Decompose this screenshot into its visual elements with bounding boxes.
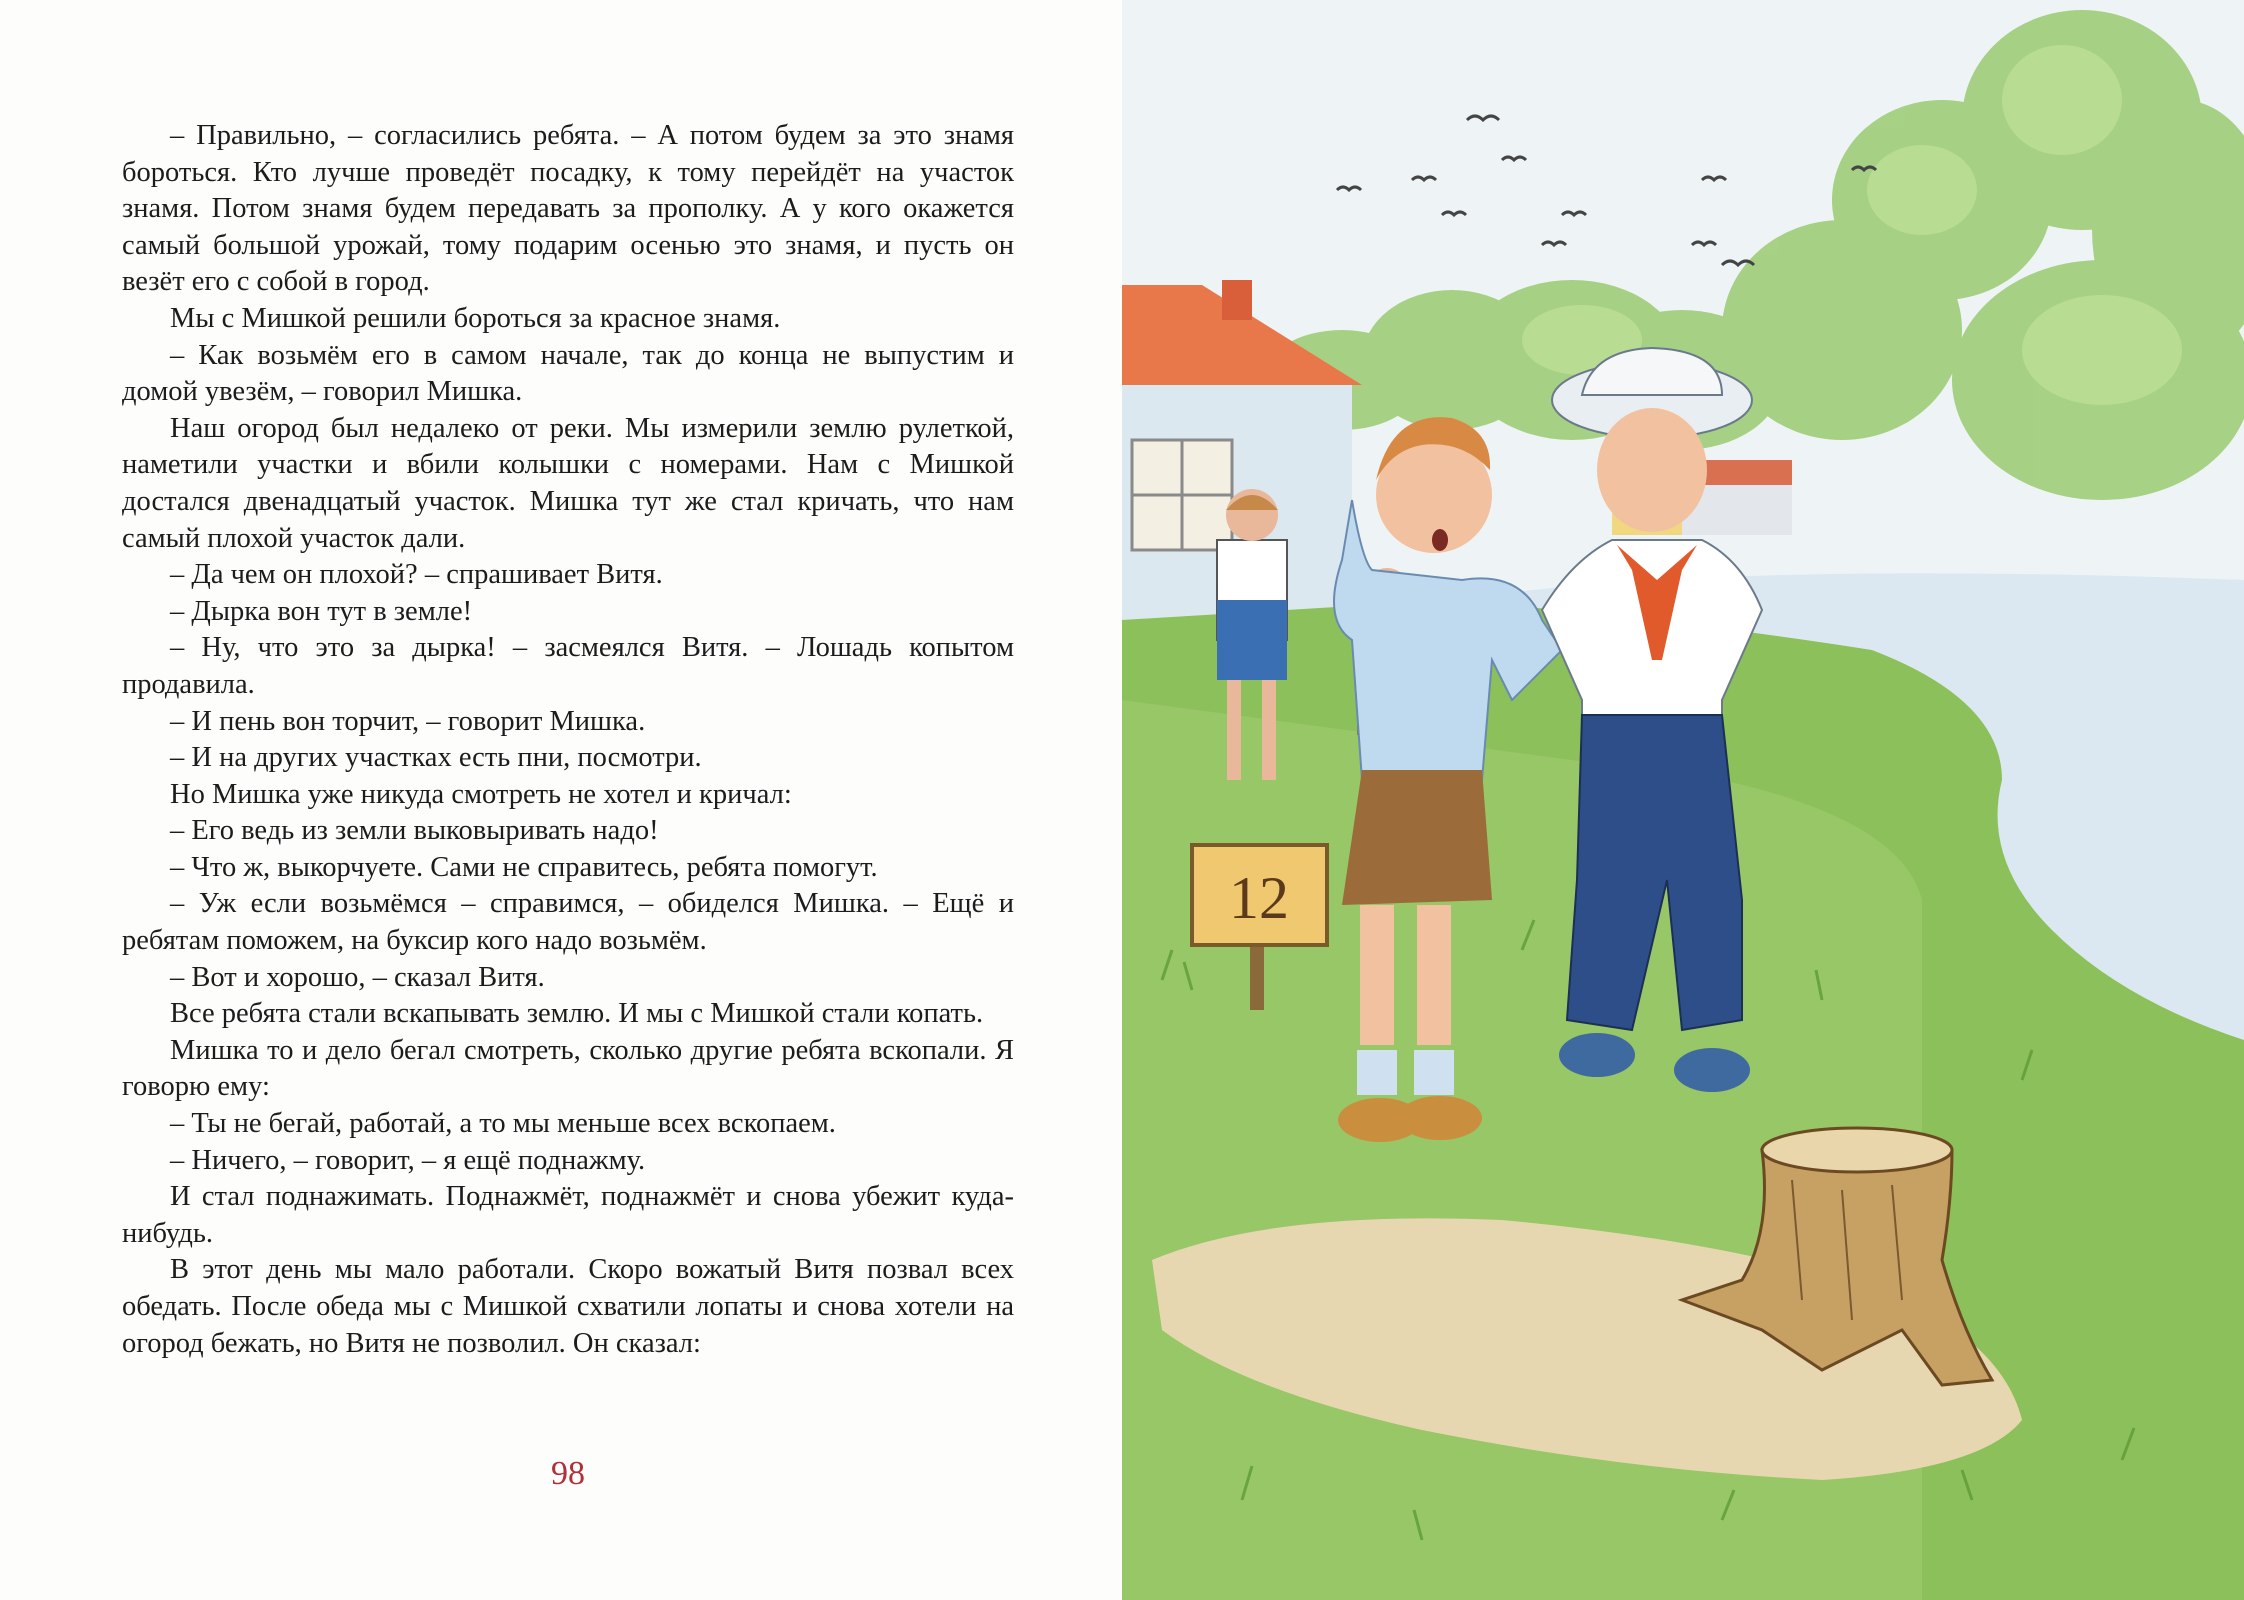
paragraph: И стал поднажимать. Поднажмёт, поднажмёт и снова убежит куда-нибудь. [122,1181,1014,1249]
page-number: 98 [551,1455,585,1492]
paragraph: Мишка то и дело бегал смотреть, сколько другие ребята вскопали. Я говорю ему: [122,1034,1014,1103]
paragraph: – И на других участках есть пни, посмотри. [170,742,702,774]
paragraph: – Ну, что это за дырка! – засмеялся Витя. – Лошадь копытом продавила. [122,632,1014,700]
paragraph: – Да чем он плохой? – спрашивает Витя. [170,559,663,591]
paragraph: – Правильно, – согласились ребята. – А потом будем за это знамя бороться. Кто лучше проведёт посадку, к тому перейдёт на участок знамя. Потом знамя будем передавать за прополку. А у кого окажется самый большой урожай, тому подарим осенью это знамя, и пусть он везёт его с собой в город. [122,120,1014,298]
paragraph: – Ты не бегай, работай, а то мы меньше всех вскопаем. [170,1108,836,1140]
story-illustration [1122,0,2244,1600]
paragraph: – Уж если возьмёмся – справимся, – обиделся Мишка. – Ещё и ребятам поможем, на буксир кого надо возьмём. [122,888,1014,957]
paragraph: – Что ж, выкорчуете. Сами не справитесь, ребята помогут. [170,851,878,883]
paragraph: Но Мишка уже никуда смотреть не хотел и кричал: [170,778,792,810]
illustration-page [1122,0,2244,1600]
paragraph: Мы с Мишкой решили бороться за красное знамя. [170,302,781,334]
paragraph: – Как возьмём его в самом начале, так до конца не выпустим и домой увезём, – говорил Мишка. [122,339,1014,408]
paragraph: Все ребята стали вскапывать землю. И мы с Мишкой стали копать. [170,998,984,1030]
paragraph: – И пень вон торчит, – говорит Мишка. [170,705,646,737]
paragraph: – Его ведь из земли выковыривать надо! [170,815,659,847]
paragraph: В этот день мы мало работали. Скоро вожатый Витя позвал всех обедать. После обеда мы с Мишкой схватили лопаты и снова хотели на огород бежать, но Витя не позволил. Он сказал: [122,1254,1014,1359]
paragraph: – Вот и хорошо, – сказал Витя. [170,961,545,993]
paragraph: – Дырка вон тут в земле! [170,595,473,627]
story-text [122,118,1014,1362]
plot-sign-number: 12 [1229,865,1289,931]
paragraph: Наш огород был недалеко от реки. Мы измерили землю рулеткой, наметили участки и вбили колышки с номерами. Нам с Мишкой достался двенадцатый участок. Мишка тут же стал кричать, что нам самый плохой участок дали. [122,412,1014,554]
paragraph: – Ничего, – говорит, – я ещё поднажму. [170,1144,646,1176]
